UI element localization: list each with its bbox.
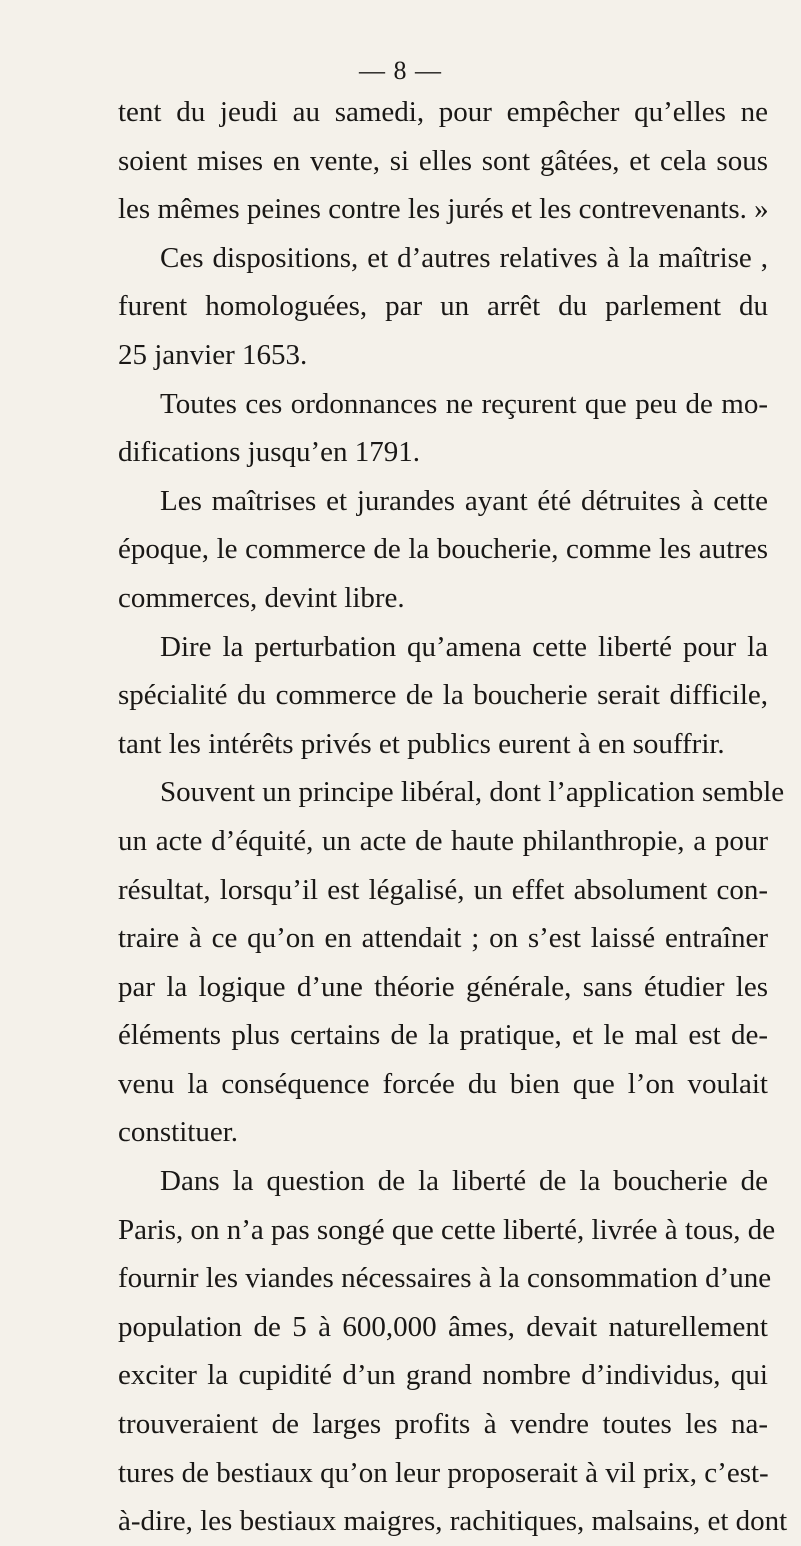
text-line: fournir les viandes nécessaires à la consommation d’une bbox=[118, 1262, 772, 1295]
text-line: spécialité du commerce de la boucherie serait difficile, bbox=[118, 679, 768, 712]
text-line: tent du jeudi au samedi, pour empêcher qu’elles ne bbox=[118, 96, 768, 128]
paragraph-start-line: Ces dispositions, et d’autres relatives à la maîtrise , bbox=[160, 241, 768, 274]
paragraph-end-line: commerces, devint libre. bbox=[118, 581, 405, 614]
paragraph-start-line: Toutes ces ordonnances ne reçurent que peu de mo- bbox=[160, 387, 768, 420]
text-line: par la logique d’une théorie générale, sans étudier les bbox=[118, 970, 768, 1003]
paragraph-start-line: Dans la question de la liberté de la boucherie de bbox=[160, 1165, 768, 1198]
text-line: trouveraient de larges profits à vendre toutes les na- bbox=[118, 1408, 768, 1441]
text-line: traire à ce qu’on en attendait ; on s’est laissé entraîner bbox=[118, 922, 768, 955]
text-line: exciter la cupidité d’un grand nombre d’individus, qui bbox=[118, 1359, 768, 1392]
paragraph-end-line: constituer. bbox=[118, 1116, 239, 1149]
text-line: résultat, lorsqu’il est légalisé, un effet absolument con- bbox=[118, 873, 768, 906]
text-line: un acte d’équité, un acte de haute philanthropie, a pour bbox=[118, 824, 768, 857]
text-line: venu la conséquence forcée du bien que l’on voulait bbox=[118, 1067, 768, 1100]
text-line: à-dire, les bestiaux maigres, rachitiques, malsains, et dont bbox=[118, 1505, 788, 1538]
body-text bbox=[118, 88, 788, 1546]
text-line: tures de bestiaux qu’on leur proposerait à vil prix, c’est- bbox=[118, 1456, 769, 1489]
page-number: — 8 — bbox=[359, 56, 442, 85]
text-line: époque, le commerce de la boucherie, comme les autres bbox=[118, 533, 768, 566]
text-line: éléments plus certains de la pratique, et le mal est de- bbox=[118, 1019, 768, 1052]
paragraph-start-line: Les maîtrises et jurandes ayant été détruites à cette bbox=[160, 484, 768, 517]
text-line: soient mises en vente, si elles sont gâtées, et cela sous bbox=[118, 144, 768, 177]
paragraph-end-line: 25 janvier 1653. bbox=[118, 338, 308, 371]
text-line: les mêmes peines contre les jurés et les contrevenants. » bbox=[118, 193, 769, 226]
text-line: population de 5 à 600,000 âmes, devait naturellement bbox=[118, 1310, 768, 1343]
paragraph-end-line: difications jusqu’en 1791. bbox=[118, 436, 421, 469]
text-line: Paris, on n’a pas songé que cette liberté, livrée à tous, de bbox=[118, 1213, 776, 1246]
paragraph-end-line: tant les intérêts privés et publics eurent à en souffrir. bbox=[118, 727, 725, 760]
text-line: furent homologuées, par un arrêt du parlement du bbox=[118, 290, 768, 323]
paragraph-start-line: Souvent un principe libéral, dont l’application semble bbox=[160, 776, 785, 809]
paragraph-start-line: Dire la perturbation qu’amena cette liberté pour la bbox=[160, 630, 768, 663]
